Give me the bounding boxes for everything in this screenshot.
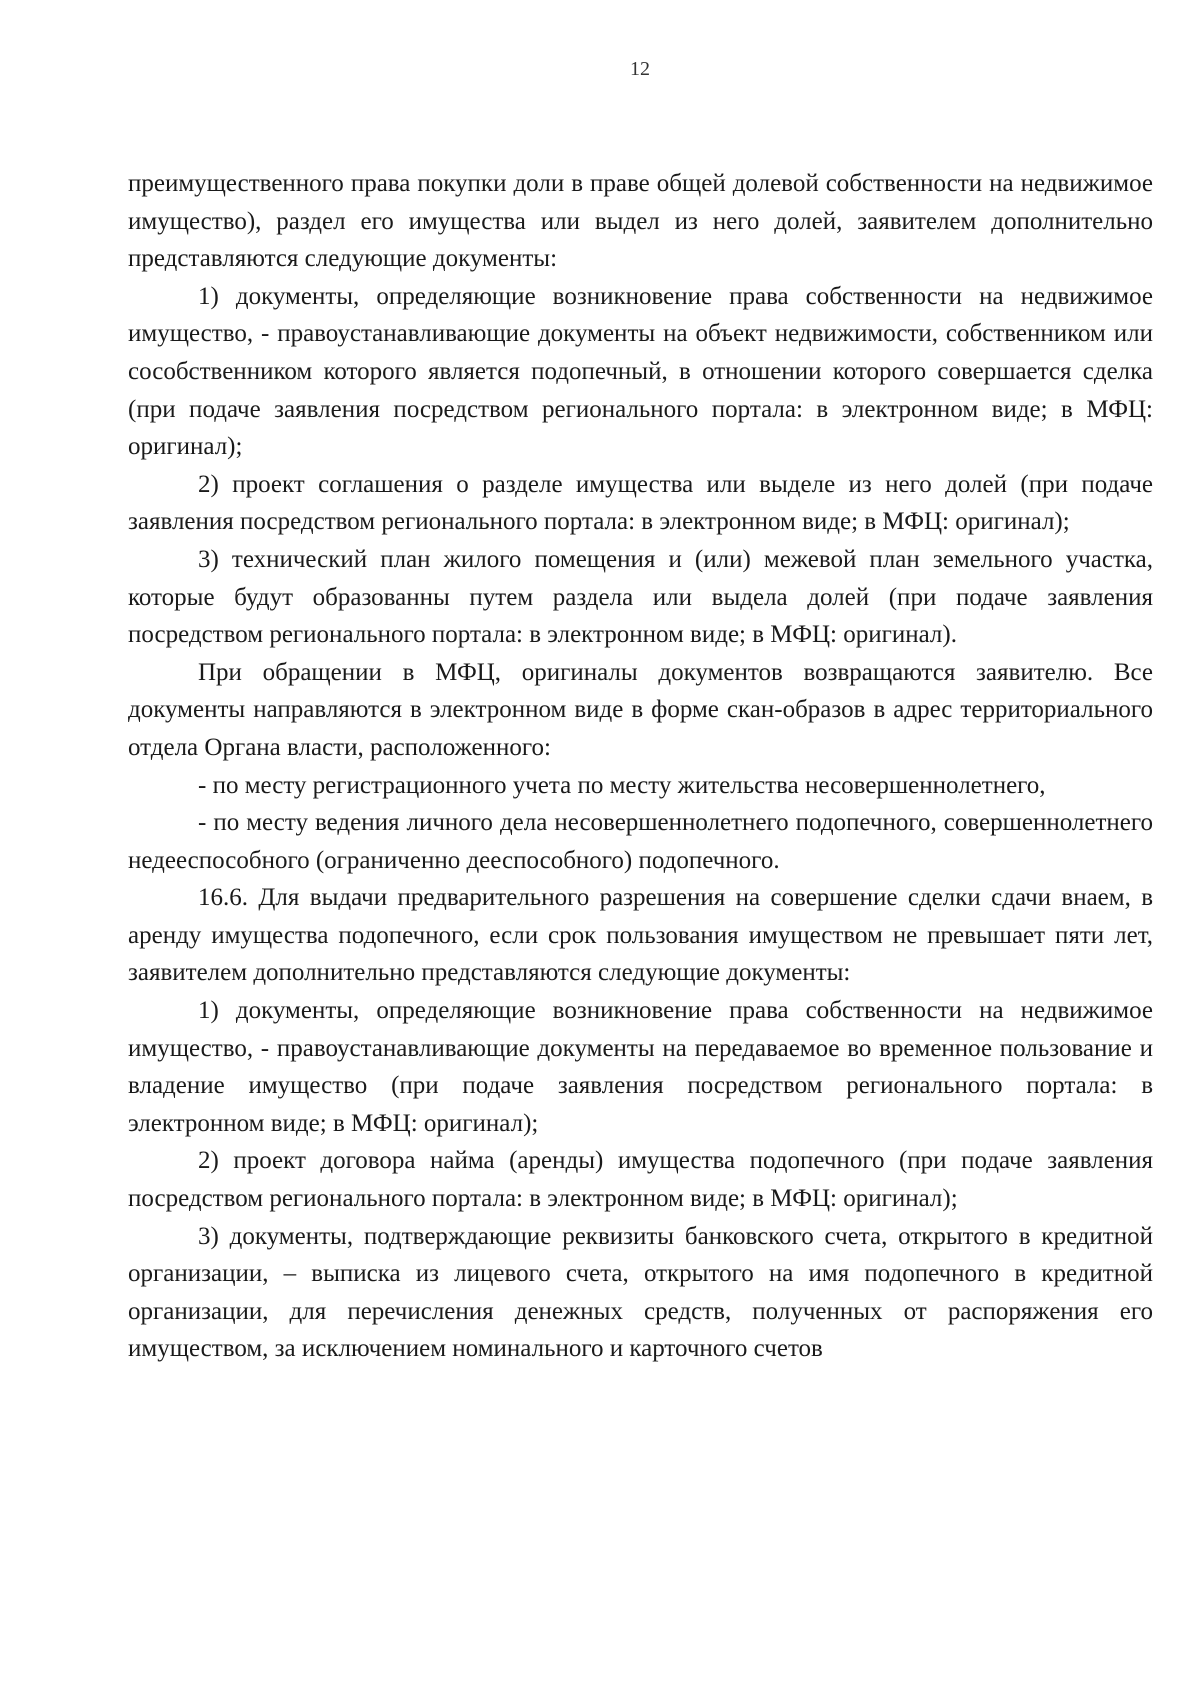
page-number: 12 (630, 58, 650, 80)
paragraph-item-3-b: 3) документы, подтверждающие реквизиты банковского счета, открытого в кредитной организации, – выписка из лицевого счета, открытого на имя подопечного в кредитной организации, для перечисления денежных средств, полученных от распоряжения его имуществом, за исключением номинального и карточного счетов (128, 1222, 1153, 1363)
paragraph-item-1-b: 1) документы, определяющие возникновение права собственности на недвижимое имущество, - правоустанавливающие документы на передаваемое во временное пользование и владение имущество (при подаче заявления посредством регионального портала: в электронном виде; в МФЦ: оригинал); (128, 997, 1153, 1137)
paragraph-item-2-b: 2) проект договора найма (аренды) имущества подопечного (при подаче заявления посредством регионального портала: в электронном виде; в МФЦ: оригинал); (128, 1147, 1153, 1213)
paragraph-item-1: 1) документы, определяющие возникновение права собственности на недвижимое имущество, - правоустанавливающие документы на объект недвижимости, собственником или сособственником которого является подопечный, в отношении которого совершается сделка (при подаче заявления посредством регионального портала: в электронном виде; в МФЦ: оригинал); (128, 282, 1153, 461)
paragraph-mfc-note: При обращении в МФЦ, оригиналы документов возвращаются заявителю. Все документы направляются в электронном виде в форме скан-образов в адрес территориального отдела Органа власти, расположенного: (128, 658, 1153, 761)
paragraph-item-3: 3) технический план жилого помещения и (или) межевой план земельного участка, которые будут образованны путем раздела или выдела долей (при подаче заявления посредством регионального портала: в электронном виде; в МФЦ: оригинал). (128, 545, 1153, 649)
paragraph-section-16-6: 16.6. Для выдачи предварительного разрешения на совершение сделки сдачи внаем, в аренду имущества подопечного, если срок пользования имуществом не превышает пяти лет, заявителем дополнительно представляются следующие документы: (128, 884, 1153, 987)
paragraph-location-1: - по месту регистрационного учета по месту жительства несовершеннолетнего, (198, 771, 1046, 799)
paragraph-continuation: преимущественного права покупки доли в праве общей долевой собственности на недвижимое имущество), раздел его имущества или выдел из него долей, заявителем дополнительно представляются следующие документы: (128, 170, 1153, 273)
document-body (128, 165, 1153, 1368)
paragraph-item-2: 2) проект соглашения о разделе имущества или выделе из него долей (при подаче заявления посредством регионального портала: в электронном виде; в МФЦ: оригинал); (128, 470, 1153, 536)
paragraph-location-2: - по месту ведения личного дела несовершеннолетнего подопечного, совершеннолетнего недееспособного (ограниченно дееспособного) подопечного. (128, 809, 1153, 874)
